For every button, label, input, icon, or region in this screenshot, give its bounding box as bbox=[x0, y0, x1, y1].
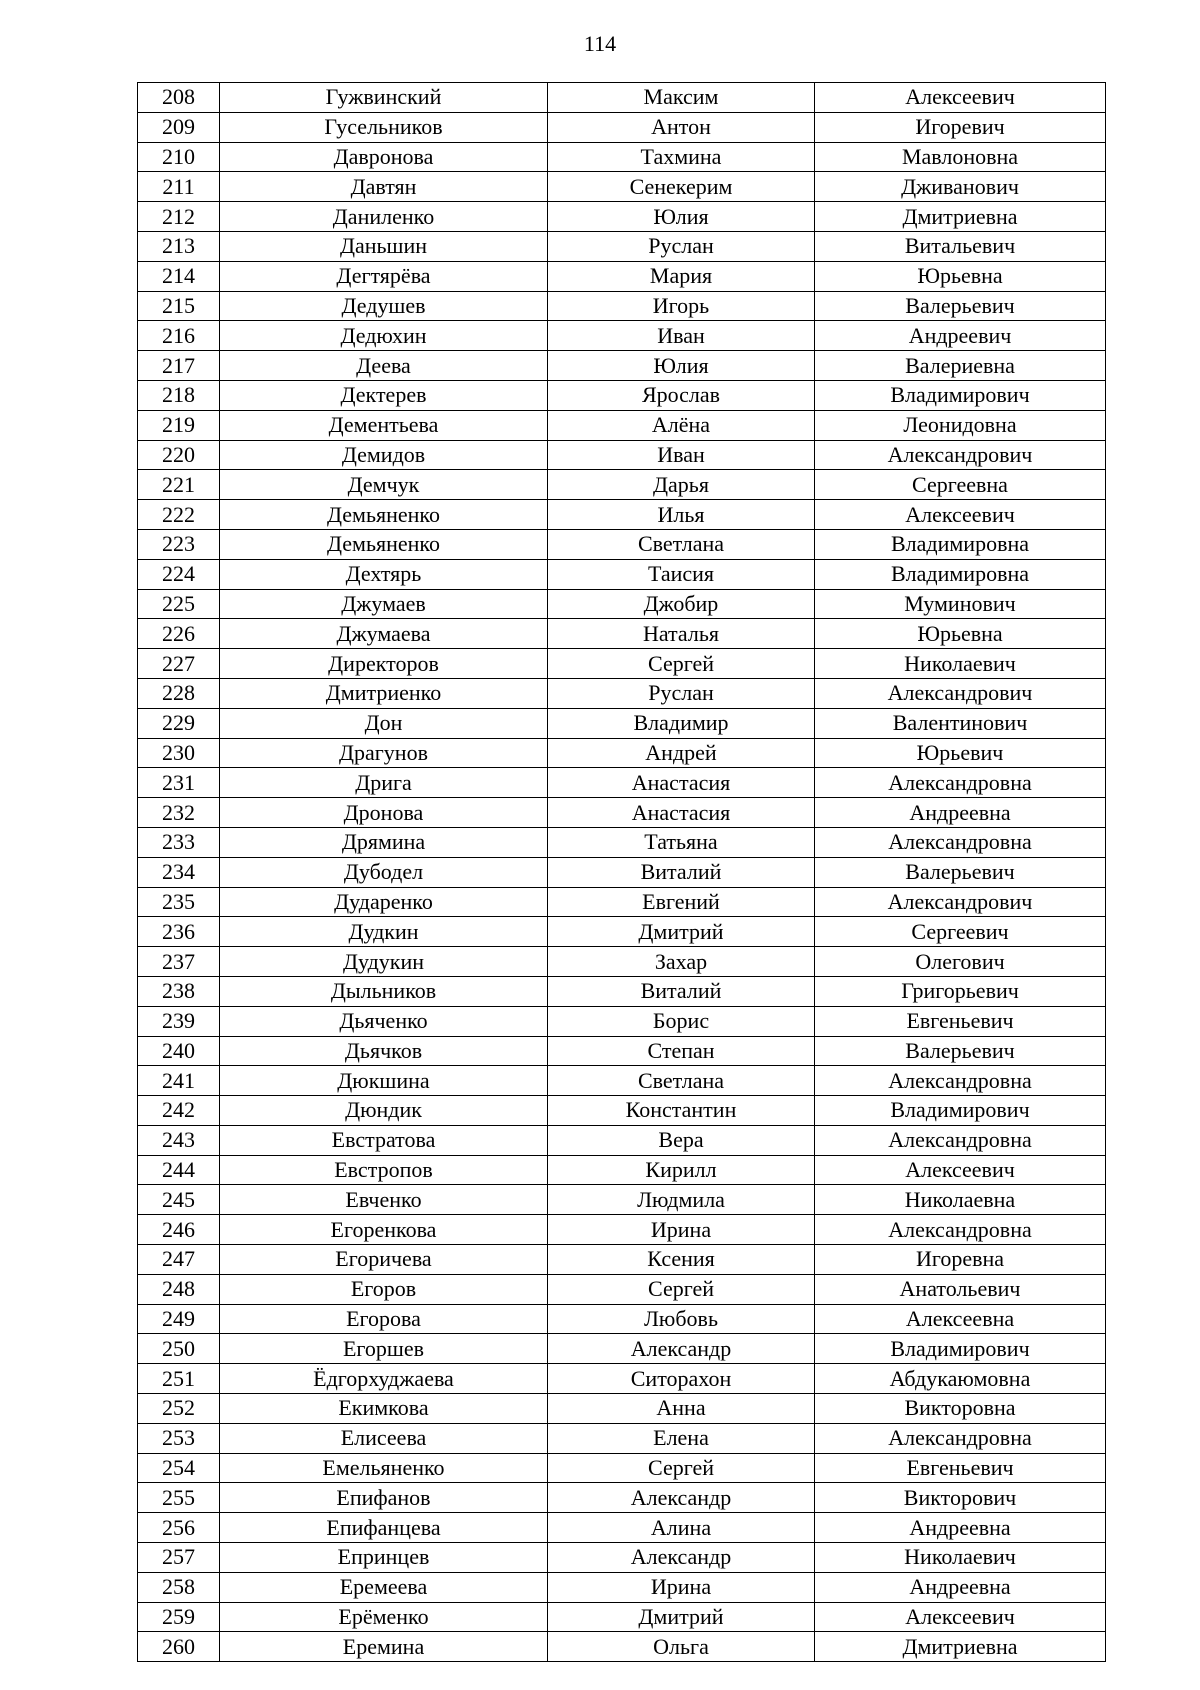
table-row bbox=[138, 380, 1106, 410]
first-name-cell: Алина bbox=[548, 1513, 815, 1543]
table-row bbox=[138, 857, 1106, 887]
first-name-cell: Антон bbox=[548, 112, 815, 142]
last-name-cell: Епифанов bbox=[220, 1483, 548, 1513]
last-name-cell: Евстропов bbox=[220, 1155, 548, 1185]
first-name-cell: Ярослав bbox=[548, 380, 815, 410]
first-name-cell: Борис bbox=[548, 1006, 815, 1036]
last-name-cell: Ёдгорхуджаева bbox=[220, 1364, 548, 1394]
row-number-cell: 259 bbox=[138, 1602, 220, 1632]
table-row bbox=[138, 1155, 1106, 1185]
patronymic-cell: Валерьевич bbox=[815, 857, 1106, 887]
table-row bbox=[138, 410, 1106, 440]
first-name-cell: Татьяна bbox=[548, 827, 815, 857]
row-number-cell: 238 bbox=[138, 976, 220, 1006]
patronymic-cell: Олегович bbox=[815, 947, 1106, 977]
first-name-cell: Юлия bbox=[548, 202, 815, 232]
table-row bbox=[138, 291, 1106, 321]
row-number-cell: 236 bbox=[138, 917, 220, 947]
last-name-cell: Дедюхин bbox=[220, 321, 548, 351]
row-number-cell: 234 bbox=[138, 857, 220, 887]
first-name-cell: Дарья bbox=[548, 470, 815, 500]
row-number-cell: 237 bbox=[138, 947, 220, 977]
table-row bbox=[138, 708, 1106, 738]
first-name-cell: Степан bbox=[548, 1036, 815, 1066]
first-name-cell: Людмила bbox=[548, 1185, 815, 1215]
table-row bbox=[138, 589, 1106, 619]
last-name-cell: Давтян bbox=[220, 172, 548, 202]
row-number-cell: 208 bbox=[138, 83, 220, 113]
first-name-cell: Руслан bbox=[548, 678, 815, 708]
table-row bbox=[138, 1364, 1106, 1394]
patronymic-cell: Дмитриевна bbox=[815, 1632, 1106, 1662]
last-name-cell: Дюндик bbox=[220, 1096, 548, 1126]
table-row bbox=[138, 83, 1106, 113]
first-name-cell: Наталья bbox=[548, 619, 815, 649]
patronymic-cell: Алексеевич bbox=[815, 1155, 1106, 1185]
row-number-cell: 215 bbox=[138, 291, 220, 321]
row-number-cell: 209 bbox=[138, 112, 220, 142]
first-name-cell: Захар bbox=[548, 947, 815, 977]
last-name-cell: Джумаев bbox=[220, 589, 548, 619]
patronymic-cell: Андреевна bbox=[815, 1572, 1106, 1602]
table-row bbox=[138, 1245, 1106, 1275]
table-row bbox=[138, 351, 1106, 381]
first-name-cell: Светлана bbox=[548, 529, 815, 559]
patronymic-cell: Владимирович bbox=[815, 1334, 1106, 1364]
patronymic-cell: Григорьевич bbox=[815, 976, 1106, 1006]
table-row bbox=[138, 678, 1106, 708]
last-name-cell: Деева bbox=[220, 351, 548, 381]
last-name-cell: Дубодел bbox=[220, 857, 548, 887]
table-row bbox=[138, 1096, 1106, 1126]
patronymic-cell: Александровна bbox=[815, 1066, 1106, 1096]
patronymic-cell: Игоревич bbox=[815, 112, 1106, 142]
row-number-cell: 214 bbox=[138, 261, 220, 291]
last-name-cell: Егорова bbox=[220, 1304, 548, 1334]
last-name-cell: Дронова bbox=[220, 798, 548, 828]
last-name-cell: Джумаева bbox=[220, 619, 548, 649]
row-number-cell: 231 bbox=[138, 768, 220, 798]
last-name-cell: Епифанцева bbox=[220, 1513, 548, 1543]
page-number: 114 bbox=[583, 31, 617, 56]
row-number-cell: 211 bbox=[138, 172, 220, 202]
row-number-cell: 247 bbox=[138, 1245, 220, 1275]
table-row bbox=[138, 1125, 1106, 1155]
last-name-cell: Дьяченко bbox=[220, 1006, 548, 1036]
row-number-cell: 228 bbox=[138, 678, 220, 708]
patronymic-cell: Александровна bbox=[815, 768, 1106, 798]
patronymic-cell: Александровна bbox=[815, 827, 1106, 857]
patronymic-cell: Владимировна bbox=[815, 559, 1106, 589]
last-name-cell: Дыльников bbox=[220, 976, 548, 1006]
first-name-cell: Александр bbox=[548, 1334, 815, 1364]
table-row bbox=[138, 798, 1106, 828]
table-row bbox=[138, 887, 1106, 917]
row-number-cell: 224 bbox=[138, 559, 220, 589]
last-name-cell: Директоров bbox=[220, 649, 548, 679]
first-name-cell: Сергей bbox=[548, 649, 815, 679]
first-name-cell: Евгений bbox=[548, 887, 815, 917]
row-number-cell: 220 bbox=[138, 440, 220, 470]
first-name-cell: Елена bbox=[548, 1423, 815, 1453]
last-name-cell: Гусельников bbox=[220, 112, 548, 142]
patronymic-cell: Леонидовна bbox=[815, 410, 1106, 440]
patronymic-cell: Валерьевич bbox=[815, 1036, 1106, 1066]
table-row bbox=[138, 1513, 1106, 1543]
first-name-cell: Иван bbox=[548, 321, 815, 351]
row-number-cell: 253 bbox=[138, 1423, 220, 1453]
row-number-cell: 230 bbox=[138, 738, 220, 768]
table-row bbox=[138, 1394, 1106, 1424]
patronymic-cell: Александровна bbox=[815, 1125, 1106, 1155]
patronymic-cell: Александровна bbox=[815, 1215, 1106, 1245]
patronymic-cell: Андреевна bbox=[815, 798, 1106, 828]
first-name-cell: Тахмина bbox=[548, 142, 815, 172]
first-name-cell: Виталий bbox=[548, 857, 815, 887]
patronymic-cell: Александрович bbox=[815, 440, 1106, 470]
last-name-cell: Дьячков bbox=[220, 1036, 548, 1066]
table-row bbox=[138, 976, 1106, 1006]
patronymic-cell: Юрьевна bbox=[815, 619, 1106, 649]
table-row bbox=[138, 649, 1106, 679]
table-row bbox=[138, 619, 1106, 649]
last-name-cell: Дон bbox=[220, 708, 548, 738]
last-name-cell: Даньшин bbox=[220, 231, 548, 261]
table-row bbox=[138, 1543, 1106, 1573]
table-row bbox=[138, 231, 1106, 261]
first-name-cell: Юлия bbox=[548, 351, 815, 381]
table-row bbox=[138, 440, 1106, 470]
registry-table-body bbox=[138, 83, 1106, 1662]
patronymic-cell: Юрьевич bbox=[815, 738, 1106, 768]
patronymic-cell: Евгеньевич bbox=[815, 1006, 1106, 1036]
first-name-cell: Игорь bbox=[548, 291, 815, 321]
patronymic-cell: Сергеевна bbox=[815, 470, 1106, 500]
table-row bbox=[138, 827, 1106, 857]
table-row bbox=[138, 1423, 1106, 1453]
first-name-cell: Джобир bbox=[548, 589, 815, 619]
table-row bbox=[138, 917, 1106, 947]
first-name-cell: Анна bbox=[548, 1394, 815, 1424]
last-name-cell: Дрига bbox=[220, 768, 548, 798]
table-row bbox=[138, 1066, 1106, 1096]
patronymic-cell: Дживанович bbox=[815, 172, 1106, 202]
patronymic-cell: Владимирович bbox=[815, 380, 1106, 410]
table-row bbox=[138, 529, 1106, 559]
table-row bbox=[138, 1304, 1106, 1334]
first-name-cell: Вера bbox=[548, 1125, 815, 1155]
first-name-cell: Сергей bbox=[548, 1453, 815, 1483]
table-row bbox=[138, 1036, 1106, 1066]
row-number-cell: 241 bbox=[138, 1066, 220, 1096]
patronymic-cell: Валерьевич bbox=[815, 291, 1106, 321]
row-number-cell: 217 bbox=[138, 351, 220, 381]
last-name-cell: Дударенко bbox=[220, 887, 548, 917]
last-name-cell: Дехтярь bbox=[220, 559, 548, 589]
patronymic-cell: Николаевна bbox=[815, 1185, 1106, 1215]
patronymic-cell: Андреевич bbox=[815, 321, 1106, 351]
row-number-cell: 221 bbox=[138, 470, 220, 500]
last-name-cell: Гужвинский bbox=[220, 83, 548, 113]
table-row bbox=[138, 1453, 1106, 1483]
table-row bbox=[138, 1334, 1106, 1364]
first-name-cell: Владимир bbox=[548, 708, 815, 738]
first-name-cell: Руслан bbox=[548, 231, 815, 261]
patronymic-cell: Викторовна bbox=[815, 1394, 1106, 1424]
first-name-cell: Кирилл bbox=[548, 1155, 815, 1185]
patronymic-cell: Александрович bbox=[815, 887, 1106, 917]
patronymic-cell: Николаевич bbox=[815, 1543, 1106, 1573]
patronymic-cell: Валериевна bbox=[815, 351, 1106, 381]
first-name-cell: Анастасия bbox=[548, 798, 815, 828]
first-name-cell: Алёна bbox=[548, 410, 815, 440]
patronymic-cell: Сергеевич bbox=[815, 917, 1106, 947]
table-row bbox=[138, 142, 1106, 172]
first-name-cell: Любовь bbox=[548, 1304, 815, 1334]
table-row bbox=[138, 768, 1106, 798]
patronymic-cell: Валентинович bbox=[815, 708, 1106, 738]
table-row bbox=[138, 1274, 1106, 1304]
first-name-cell: Илья bbox=[548, 500, 815, 530]
first-name-cell: Анастасия bbox=[548, 768, 815, 798]
first-name-cell: Сергей bbox=[548, 1274, 815, 1304]
table-row bbox=[138, 202, 1106, 232]
row-number-cell: 223 bbox=[138, 529, 220, 559]
table-row bbox=[138, 470, 1106, 500]
row-number-cell: 229 bbox=[138, 708, 220, 738]
first-name-cell: Дмитрий bbox=[548, 1602, 815, 1632]
first-name-cell: Александр bbox=[548, 1483, 815, 1513]
first-name-cell: Константин bbox=[548, 1096, 815, 1126]
row-number-cell: 248 bbox=[138, 1274, 220, 1304]
first-name-cell: Максим bbox=[548, 83, 815, 113]
table-row bbox=[138, 1602, 1106, 1632]
last-name-cell: Еремина bbox=[220, 1632, 548, 1662]
table-row bbox=[138, 112, 1106, 142]
table-row bbox=[138, 172, 1106, 202]
row-number-cell: 239 bbox=[138, 1006, 220, 1036]
last-name-cell: Евстратова bbox=[220, 1125, 548, 1155]
last-name-cell: Дрямина bbox=[220, 827, 548, 857]
last-name-cell: Дюкшина bbox=[220, 1066, 548, 1096]
patronymic-cell: Владимирович bbox=[815, 1096, 1106, 1126]
patronymic-cell: Абдукаюмовна bbox=[815, 1364, 1106, 1394]
last-name-cell: Дедушев bbox=[220, 291, 548, 321]
row-number-cell: 235 bbox=[138, 887, 220, 917]
row-number-cell: 255 bbox=[138, 1483, 220, 1513]
table-row bbox=[138, 1572, 1106, 1602]
first-name-cell: Андрей bbox=[548, 738, 815, 768]
last-name-cell: Егоричева bbox=[220, 1245, 548, 1275]
row-number-cell: 225 bbox=[138, 589, 220, 619]
first-name-cell: Таисия bbox=[548, 559, 815, 589]
last-name-cell: Дудкин bbox=[220, 917, 548, 947]
last-name-cell: Егоренкова bbox=[220, 1215, 548, 1245]
row-number-cell: 233 bbox=[138, 827, 220, 857]
last-name-cell: Давронова bbox=[220, 142, 548, 172]
last-name-cell: Егоршев bbox=[220, 1334, 548, 1364]
first-name-cell: Виталий bbox=[548, 976, 815, 1006]
table-row bbox=[138, 1215, 1106, 1245]
row-number-cell: 243 bbox=[138, 1125, 220, 1155]
last-name-cell: Дегтярёва bbox=[220, 261, 548, 291]
row-number-cell: 250 bbox=[138, 1334, 220, 1364]
row-number-cell: 232 bbox=[138, 798, 220, 828]
row-number-cell: 242 bbox=[138, 1096, 220, 1126]
patronymic-cell: Александровна bbox=[815, 1423, 1106, 1453]
table-row bbox=[138, 1483, 1106, 1513]
last-name-cell: Дектерев bbox=[220, 380, 548, 410]
row-number-cell: 254 bbox=[138, 1453, 220, 1483]
table-row bbox=[138, 1185, 1106, 1215]
patronymic-cell: Александрович bbox=[815, 678, 1106, 708]
patronymic-cell: Юрьевна bbox=[815, 261, 1106, 291]
row-number-cell: 252 bbox=[138, 1394, 220, 1424]
table-row bbox=[138, 1632, 1106, 1662]
patronymic-cell: Алексеевич bbox=[815, 1602, 1106, 1632]
first-name-cell: Светлана bbox=[548, 1066, 815, 1096]
last-name-cell: Демьяненко bbox=[220, 500, 548, 530]
row-number-cell: 213 bbox=[138, 231, 220, 261]
row-number-cell: 251 bbox=[138, 1364, 220, 1394]
row-number-cell: 257 bbox=[138, 1543, 220, 1573]
patronymic-cell: Игоревна bbox=[815, 1245, 1106, 1275]
last-name-cell: Емельяненко bbox=[220, 1453, 548, 1483]
last-name-cell: Евченко bbox=[220, 1185, 548, 1215]
last-name-cell: Еремеева bbox=[220, 1572, 548, 1602]
last-name-cell: Ерёменко bbox=[220, 1602, 548, 1632]
table-row bbox=[138, 321, 1106, 351]
last-name-cell: Дудукин bbox=[220, 947, 548, 977]
row-number-cell: 258 bbox=[138, 1572, 220, 1602]
row-number-cell: 227 bbox=[138, 649, 220, 679]
last-name-cell: Екимкова bbox=[220, 1394, 548, 1424]
table-row bbox=[138, 261, 1106, 291]
last-name-cell: Егоров bbox=[220, 1274, 548, 1304]
table-row bbox=[138, 738, 1106, 768]
row-number-cell: 240 bbox=[138, 1036, 220, 1066]
last-name-cell: Даниленко bbox=[220, 202, 548, 232]
row-number-cell: 216 bbox=[138, 321, 220, 351]
patronymic-cell: Муминович bbox=[815, 589, 1106, 619]
patronymic-cell: Викторович bbox=[815, 1483, 1106, 1513]
row-number-cell: 260 bbox=[138, 1632, 220, 1662]
last-name-cell: Демидов bbox=[220, 440, 548, 470]
patronymic-cell: Евгеньевич bbox=[815, 1453, 1106, 1483]
table-row bbox=[138, 559, 1106, 589]
row-number-cell: 212 bbox=[138, 202, 220, 232]
row-number-cell: 210 bbox=[138, 142, 220, 172]
last-name-cell: Дмитриенко bbox=[220, 678, 548, 708]
table-row bbox=[138, 1006, 1106, 1036]
patronymic-cell: Алексеевич bbox=[815, 500, 1106, 530]
patronymic-cell: Анатольевич bbox=[815, 1274, 1106, 1304]
last-name-cell: Елисеева bbox=[220, 1423, 548, 1453]
last-name-cell: Драгунов bbox=[220, 738, 548, 768]
first-name-cell: Сенекерим bbox=[548, 172, 815, 202]
patronymic-cell: Алексеевич bbox=[815, 83, 1106, 113]
row-number-cell: 218 bbox=[138, 380, 220, 410]
row-number-cell: 246 bbox=[138, 1215, 220, 1245]
table-row bbox=[138, 500, 1106, 530]
first-name-cell: Иван bbox=[548, 440, 815, 470]
patronymic-cell: Андреевна bbox=[815, 1513, 1106, 1543]
last-name-cell: Епринцев bbox=[220, 1543, 548, 1573]
first-name-cell: Александр bbox=[548, 1543, 815, 1573]
row-number-cell: 244 bbox=[138, 1155, 220, 1185]
row-number-cell: 256 bbox=[138, 1513, 220, 1543]
last-name-cell: Дементьева bbox=[220, 410, 548, 440]
row-number-cell: 249 bbox=[138, 1304, 220, 1334]
first-name-cell: Мария bbox=[548, 261, 815, 291]
registry-table bbox=[137, 82, 1106, 1662]
row-number-cell: 219 bbox=[138, 410, 220, 440]
patronymic-cell: Алексеевна bbox=[815, 1304, 1106, 1334]
first-name-cell: Ирина bbox=[548, 1215, 815, 1245]
last-name-cell: Демьяненко bbox=[220, 529, 548, 559]
patronymic-cell: Владимировна bbox=[815, 529, 1106, 559]
table-row bbox=[138, 947, 1106, 977]
last-name-cell: Демчук bbox=[220, 470, 548, 500]
patronymic-cell: Витальевич bbox=[815, 231, 1106, 261]
first-name-cell: Дмитрий bbox=[548, 917, 815, 947]
row-number-cell: 226 bbox=[138, 619, 220, 649]
first-name-cell: Ирина bbox=[548, 1572, 815, 1602]
first-name-cell: Ситорахон bbox=[548, 1364, 815, 1394]
patronymic-cell: Николаевич bbox=[815, 649, 1106, 679]
row-number-cell: 245 bbox=[138, 1185, 220, 1215]
patronymic-cell: Мавлоновна bbox=[815, 142, 1106, 172]
row-number-cell: 222 bbox=[138, 500, 220, 530]
patronymic-cell: Дмитриевна bbox=[815, 202, 1106, 232]
first-name-cell: Ксения bbox=[548, 1245, 815, 1275]
first-name-cell: Ольга bbox=[548, 1632, 815, 1662]
